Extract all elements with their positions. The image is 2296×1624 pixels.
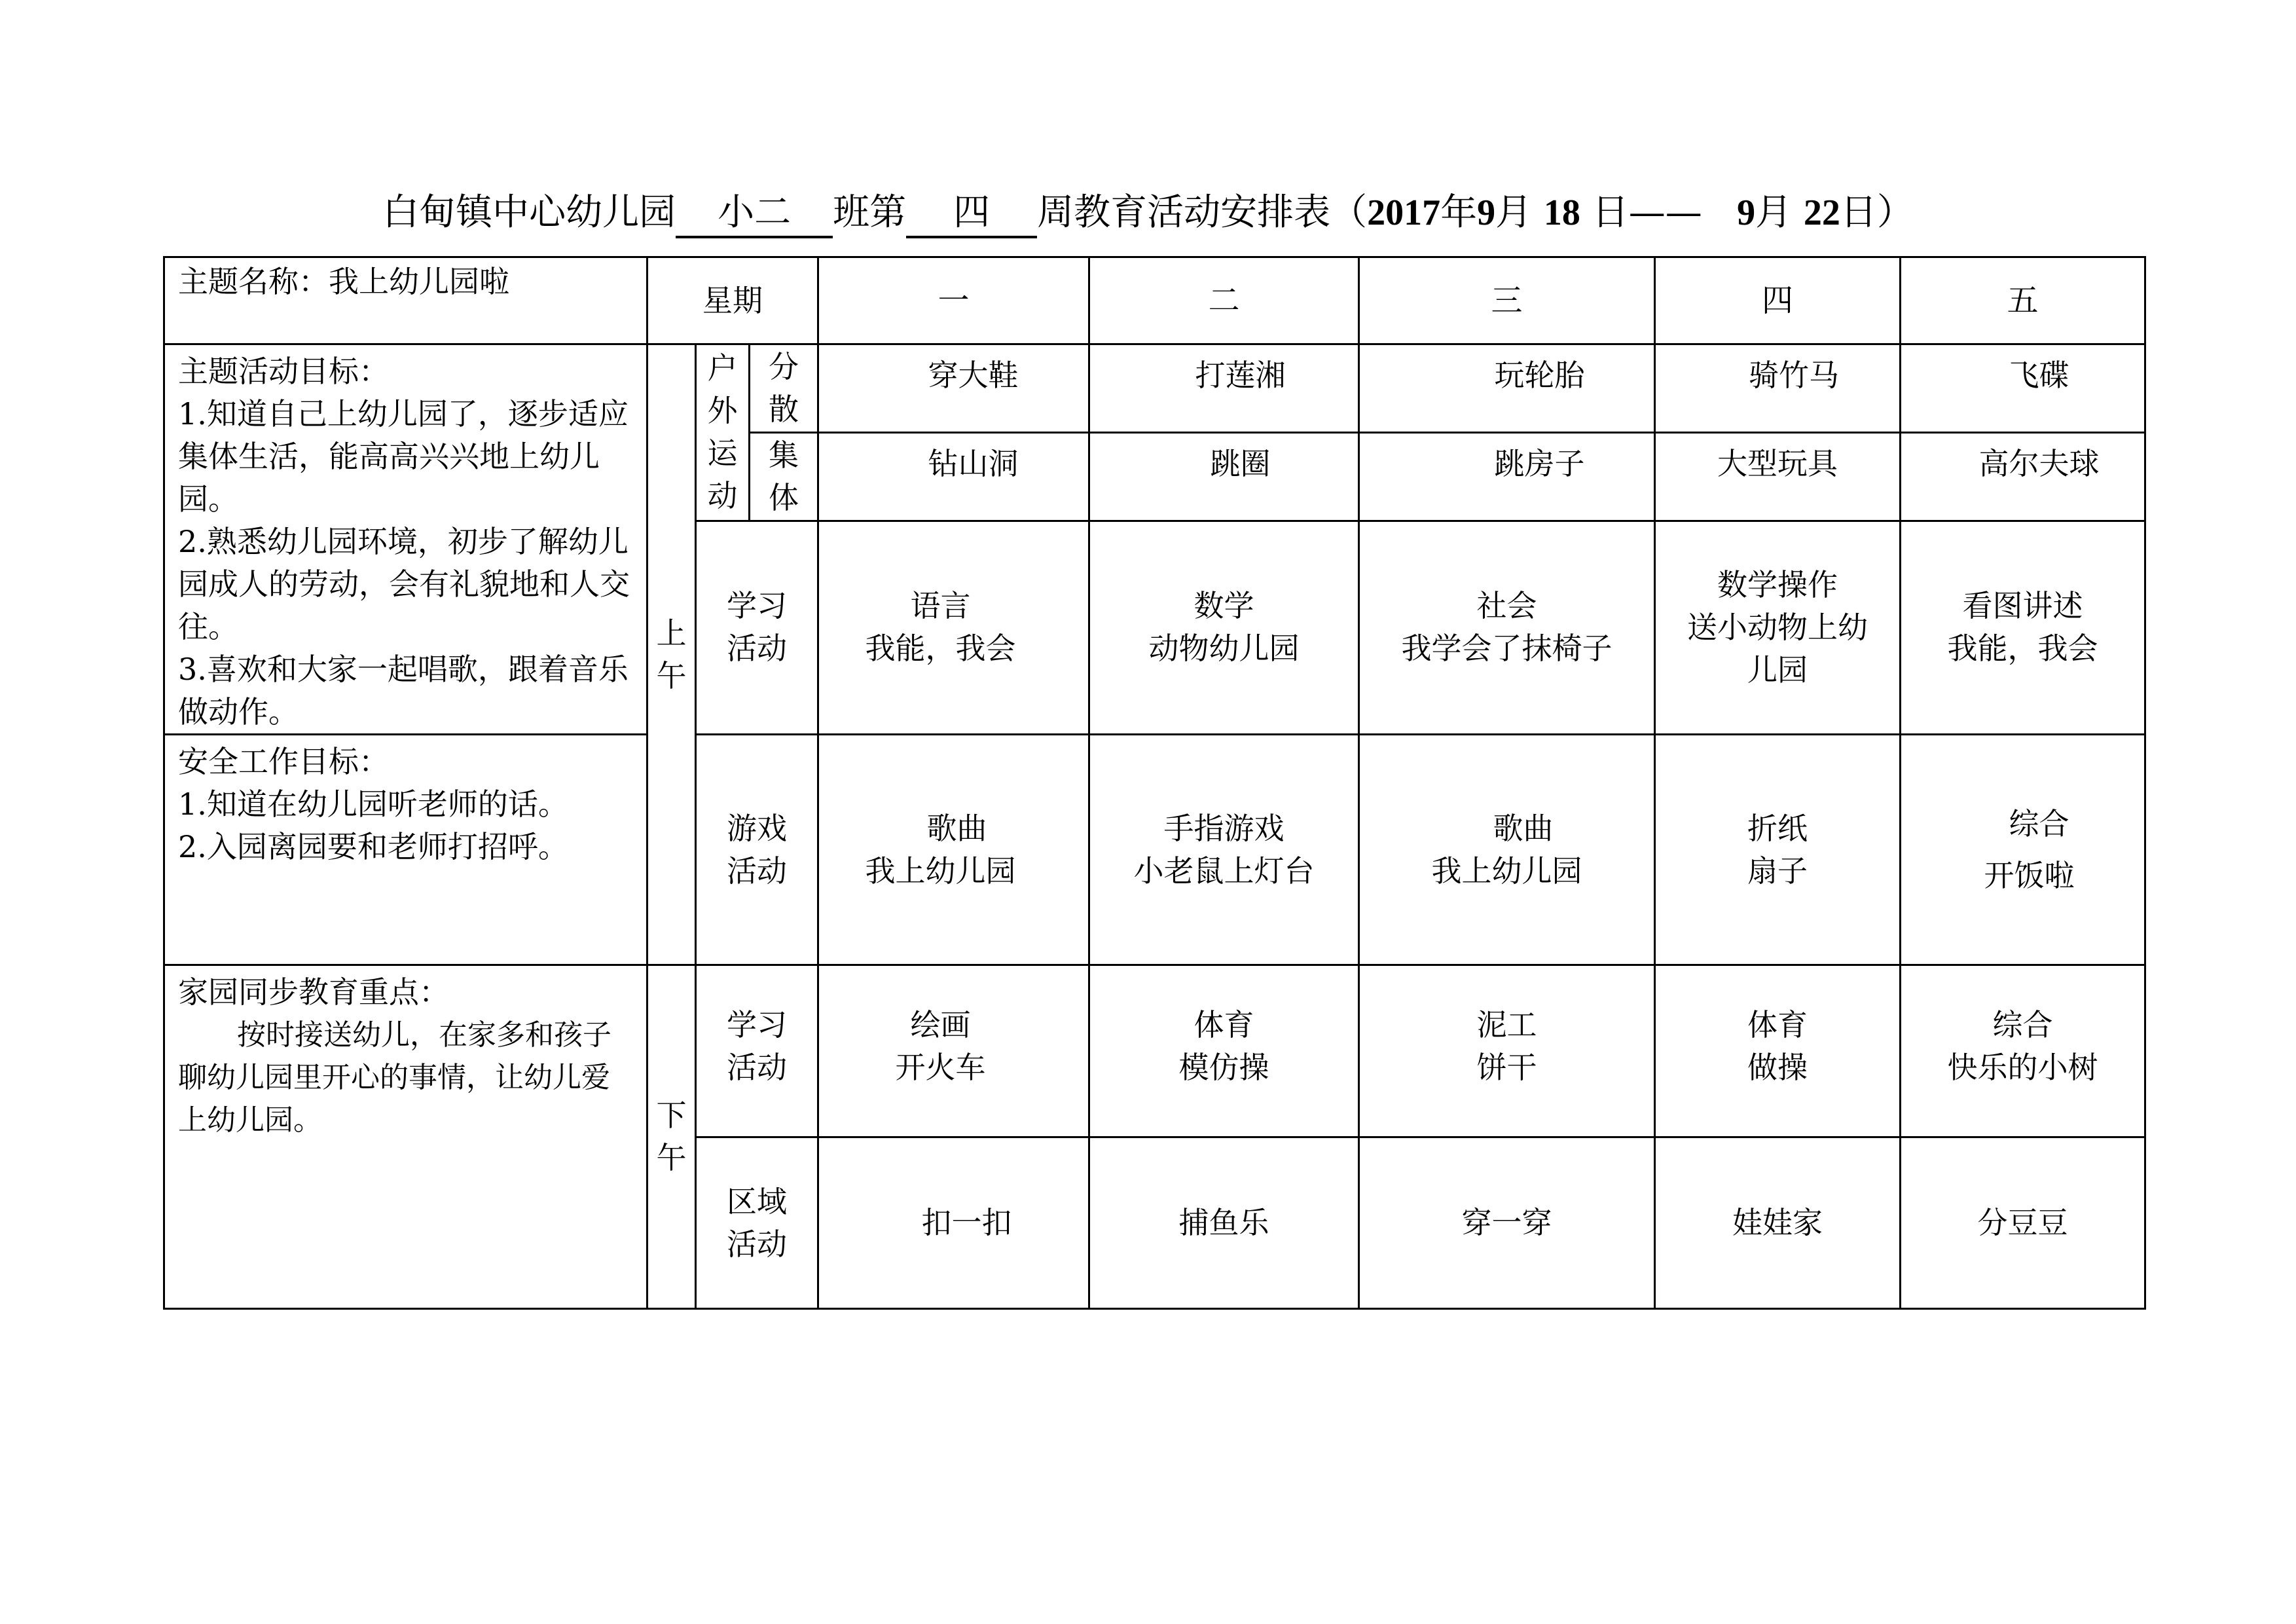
pm-area-cell: 娃娃家 xyxy=(1655,1137,1901,1309)
group-label: 集体 xyxy=(750,432,818,521)
am-game-row xyxy=(164,735,2145,965)
scattered-cell: 玩轮胎 xyxy=(1359,344,1655,433)
theme-name-cell xyxy=(164,257,647,344)
class-name: 小二 xyxy=(676,190,833,238)
title-yue2: 月 xyxy=(1755,191,1793,234)
header-row xyxy=(164,257,2145,344)
pm-area-cell: 捕鱼乐 xyxy=(1089,1137,1359,1309)
theme-goal-item: 2.熟悉幼儿园环境，初步了解幼儿园成人的劳动，会有礼貌地和人交往。 xyxy=(178,524,630,644)
scattered-cell: 飞碟 xyxy=(1901,344,2145,433)
scattered-cell: 打莲湘 xyxy=(1089,344,1359,433)
title-nian: 年 xyxy=(1440,191,1478,234)
am-game-cell: 手指游戏 小老鼠上灯台 xyxy=(1089,735,1359,965)
title-end-month: 9 xyxy=(1737,193,1756,233)
home-sync-cell xyxy=(164,965,647,1309)
group-cell: 高尔夫球 xyxy=(1901,432,2145,521)
am-game-cell: 歌曲 我上幼儿园 xyxy=(818,735,1089,965)
pm-study-cell: 体育 模仿操 xyxy=(1089,965,1359,1137)
day-1: 一 xyxy=(818,257,1089,344)
pm-area-label: 区域活动 xyxy=(696,1137,818,1309)
outdoor-scattered-row xyxy=(164,344,2145,433)
title-school: 白甸镇中心幼儿园 xyxy=(382,191,676,234)
scattered-label: 分散 xyxy=(750,344,818,433)
am-study-cell: 看图讲述 我能，我会 xyxy=(1901,521,2145,734)
pm-study-cell: 泥工 饼干 xyxy=(1359,965,1655,1137)
theme-name-label: 主题名称： xyxy=(178,264,329,299)
title-ri2: 日） xyxy=(1840,191,1914,234)
title-end-day: 22 xyxy=(1803,193,1840,233)
scattered-cell: 骑竹马 xyxy=(1655,344,1901,433)
pm-study-label: 学习活动 xyxy=(696,965,818,1137)
pm-study-row xyxy=(164,965,2145,1137)
group-cell: 大型玩具 xyxy=(1655,432,1901,521)
theme-goals-heading: 主题活动目标： xyxy=(178,354,389,389)
am-study-cell: 数学 动物幼儿园 xyxy=(1089,521,1359,734)
am-study-cell: 数学操作 送小动物上幼儿园 xyxy=(1655,521,1901,734)
safety-goals-heading: 安全工作目标： xyxy=(178,744,389,779)
title-ri1: 日—— xyxy=(1592,191,1702,234)
page-title xyxy=(0,187,2296,239)
day-5: 五 xyxy=(1901,257,2145,344)
safety-goals-cell xyxy=(164,735,647,965)
pm-study-cell: 体育 做操 xyxy=(1655,965,1901,1137)
home-sync-heading: 家园同步教育重点： xyxy=(178,974,449,1010)
group-cell: 跳圈 xyxy=(1089,432,1359,521)
day-2: 二 xyxy=(1089,257,1359,344)
day-4: 四 xyxy=(1655,257,1901,344)
schedule-table xyxy=(163,256,2146,1310)
am-study-cell: 社会 我学会了抹椅子 xyxy=(1359,521,1655,734)
scattered-cell: 穿大鞋 xyxy=(818,344,1089,433)
am-game-cell: 折纸 扇子 xyxy=(1655,735,1901,965)
safety-goal-item: 1.知道在幼儿园听老师的话。 xyxy=(178,786,568,822)
outdoor-label: 户外运动 xyxy=(696,344,750,521)
pm-area-cell: 分豆豆 xyxy=(1901,1137,2145,1309)
title-start-day: 18 xyxy=(1543,193,1580,233)
am-game-cell: 综合 开饭啦 xyxy=(1901,735,2145,965)
title-start-month: 9 xyxy=(1477,193,1496,233)
pm-study-cell: 绘画 开火车 xyxy=(818,965,1089,1137)
period-afternoon: 下午 xyxy=(647,965,696,1309)
safety-goal-item: 2.入园离园要和老师打招呼。 xyxy=(178,829,568,864)
am-game-cell: 歌曲 我上幼儿园 xyxy=(1359,735,1655,965)
weekday-header: 星期 xyxy=(647,257,818,344)
pm-area-cell: 扣一扣 xyxy=(818,1137,1089,1309)
period-morning: 上午 xyxy=(647,344,696,965)
am-study-cell: 语言 我能，我会 xyxy=(818,521,1089,734)
pm-study-cell: 综合 快乐的小树 xyxy=(1901,965,2145,1137)
am-game-label: 游戏活动 xyxy=(696,735,818,965)
theme-goal-item: 3.喜欢和大家一起唱歌，跟着音乐做动作。 xyxy=(178,652,629,729)
theme-goal-item: 1.知道自己上幼儿园了，逐步适应集体生活，能高高兴兴地上幼儿园。 xyxy=(178,396,629,517)
day-3: 三 xyxy=(1359,257,1655,344)
am-study-label: 学习活动 xyxy=(696,521,818,734)
pm-area-cell: 穿一穿 xyxy=(1359,1137,1655,1309)
title-yue1: 月 xyxy=(1495,191,1533,234)
group-cell: 跳房子 xyxy=(1359,432,1655,521)
title-class-suffix: 班第 xyxy=(833,191,907,234)
title-schedule-label: 周教育活动安排表（ xyxy=(1037,191,1368,234)
theme-goals-cell xyxy=(164,344,647,735)
week-number: 四 xyxy=(906,190,1037,238)
theme-name: 我上幼儿园啦 xyxy=(329,264,509,299)
home-sync-text: 按时接送幼儿，在家多和孩子聊幼儿园里开心的事情，让幼儿爱上幼儿园。 xyxy=(178,1018,611,1137)
title-year: 2017 xyxy=(1367,193,1441,233)
group-cell: 钻山洞 xyxy=(818,432,1089,521)
